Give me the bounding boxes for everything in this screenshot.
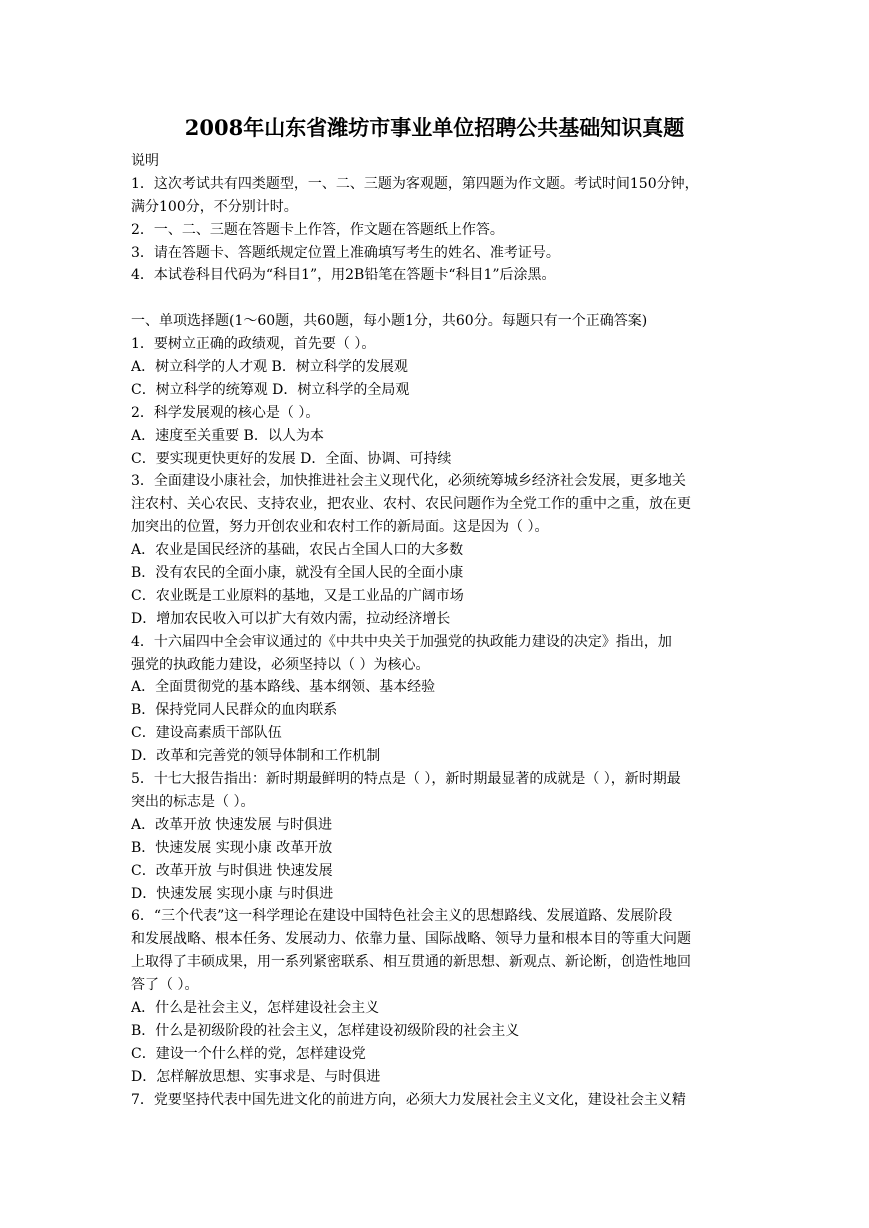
question-line: 强党的执政能力建设，必须坚持以（ ）为核心。 bbox=[131, 656, 430, 673]
question-line: 注农村、关心农民、支持农业，把农业、农村、农民问题作为全党工作的重中之重，放在更 bbox=[131, 496, 691, 513]
option-line: A．树立科学的人才观 B．树立科学的发展观 bbox=[131, 359, 408, 376]
notes-line: 1．这次考试共有四类题型，一、二、三题为客观题，第四题为作文题。考试时间150分钟， bbox=[131, 175, 699, 192]
notes-line: 4．本试卷科目代码为“科目1”，用2B铅笔在答题卡“科目1”后涂黑。 bbox=[131, 267, 556, 284]
question-line: 7．党要坚持代表中国先进文化的前进方向，必须大力发展社会主义文化，建设社会主义精 bbox=[131, 1091, 686, 1108]
spacer bbox=[131, 287, 741, 310]
option-line: B．快速发展 实现小康 改革开放 bbox=[131, 839, 333, 856]
question-line: 答了（ ）。 bbox=[131, 977, 199, 994]
option-line: C．建设一个什么样的党，怎样建设党 bbox=[131, 1045, 366, 1062]
notes-line: 2．一、二、三题在答题卡上作答，作文题在答题纸上作答。 bbox=[131, 221, 504, 238]
option-line: D．快速发展 实现小康 与时俱进 bbox=[131, 885, 334, 902]
option-line: A．农业是国民经济的基础，农民占全国人口的大多数 bbox=[131, 542, 464, 559]
question-line: 上取得了丰硕成果，用一系列紧密联系、相互贯通的新思想、新观点、新论断，创造性地回 bbox=[131, 954, 691, 971]
question-line: 6．“三个代表”这一科学理论在建设中国特色社会主义的思想路线、发展道路、发展阶段 bbox=[131, 908, 673, 925]
question-line: 1．要树立正确的政绩观，首先要（ ）。 bbox=[131, 336, 376, 353]
option-line: D．改革和完善党的领导体制和工作机制 bbox=[131, 748, 381, 765]
option-line: B．没有农民的全面小康，就没有全国人民的全面小康 bbox=[131, 565, 464, 582]
section-heading: 一、单项选择题(1～60题，共60题，每小题1分，共60分。每题只有一个正确答案) bbox=[131, 313, 648, 330]
question-line: 5．十七大报告指出：新时期最鲜明的特点是（ ），新时期最显著的成就是（ ），新时期最 bbox=[131, 771, 681, 788]
question-line: 4．十六届四中全会审议通过的《中共中央关于加强党的执政能力建设的决定》指出，加 bbox=[131, 633, 672, 650]
option-line: C．农业既是工业原料的基地，又是工业品的广阔市场 bbox=[131, 587, 464, 604]
option-line: A．改革开放 快速发展 与时俱进 bbox=[131, 816, 333, 833]
notes-line: 3．请在答题卡、答题纸规定位置上准确填写考生的姓名、准考证号。 bbox=[131, 244, 560, 261]
question-line: 3．全面建设小康社会，加快推进社会主义现代化，必须统筹城乡经济社会发展，更多地关 bbox=[131, 473, 686, 490]
question-line: 突出的标志是（ ）。 bbox=[131, 793, 255, 810]
question-line: 和发展战略、根本任务、发展动力、依靠力量、国际战略、领导力量和根本目的等重大问题 bbox=[131, 931, 691, 948]
option-line: C．建设高素质干部队伍 bbox=[131, 725, 282, 742]
question-line: 2．科学发展观的核心是（ ）。 bbox=[131, 404, 320, 421]
option-line: C．要实现更快更好的发展 D．全面、协调、可持续 bbox=[131, 450, 452, 467]
option-line: A．什么是社会主义，怎样建设社会主义 bbox=[131, 999, 380, 1016]
document-body bbox=[131, 150, 741, 1111]
option-line: A．全面贯彻党的基本路线、基本纲领、基本经验 bbox=[131, 679, 436, 696]
option-line: D．怎样解放思想、实事求是、与时俱进 bbox=[131, 1068, 381, 1085]
notes-heading: 说明 bbox=[131, 153, 159, 169]
option-line: B．保持党同人民群众的血肉联系 bbox=[131, 702, 338, 719]
document-title: 2008年山东省潍坊市事业单位招聘公共基础知识真题 bbox=[184, 115, 685, 140]
option-line: C．改革开放 与时俱进 快速发展 bbox=[131, 862, 333, 879]
option-line: D．增加农民收入可以扩大有效内需，拉动经济增长 bbox=[131, 610, 451, 627]
notes-line: 满分100分，不分别计时。 bbox=[131, 198, 298, 215]
option-line: C．树立科学的统筹观 D．树立科学的全局观 bbox=[131, 381, 410, 398]
option-line: B．什么是初级阶段的社会主义，怎样建设初级阶段的社会主义 bbox=[131, 1022, 520, 1039]
question-line: 加突出的位置，努力开创农业和农村工作的新局面。这是因为（ ）。 bbox=[131, 519, 549, 536]
option-line: A．速度至关重要 B．以人为本 bbox=[131, 427, 324, 444]
